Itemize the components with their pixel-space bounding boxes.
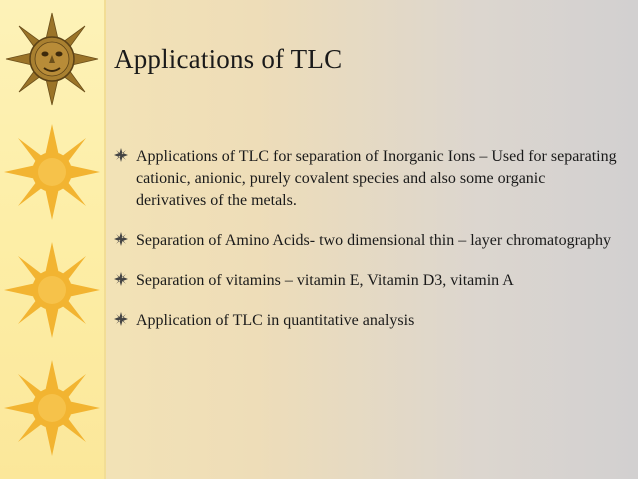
slide-title: Applications of TLC <box>114 44 343 74</box>
bullet-text: Applications of TLC for separation of Inorganic Ions – Used for separating cationic, anionic, purely covalent species and also some organic derivatives of the metals. <box>136 148 617 209</box>
sun-icon <box>2 348 102 468</box>
bullet-text: Separation of Amino Acids- two dimensional thin – layer chromatography <box>136 232 612 249</box>
sun-icon <box>2 230 102 350</box>
star-burst-icon <box>114 272 128 286</box>
bullet-list <box>114 146 619 332</box>
sidebar-divider <box>104 0 106 479</box>
sun-icon <box>2 112 102 232</box>
bullet-text: Separation of vitamins – vitamin E, Vitamin D3, vitamin A <box>136 272 514 289</box>
star-burst-icon <box>114 232 128 246</box>
star-burst-icon <box>114 148 128 162</box>
sidebar-decoration <box>0 0 104 479</box>
bullet-text: Application of TLC in quantitative analysis <box>136 312 415 329</box>
star-burst-icon <box>114 312 128 326</box>
bullet-item <box>114 230 619 252</box>
sun-face-icon <box>2 0 102 118</box>
bullet-item <box>114 146 619 212</box>
bullet-item <box>114 310 619 332</box>
bullet-item <box>114 270 619 292</box>
